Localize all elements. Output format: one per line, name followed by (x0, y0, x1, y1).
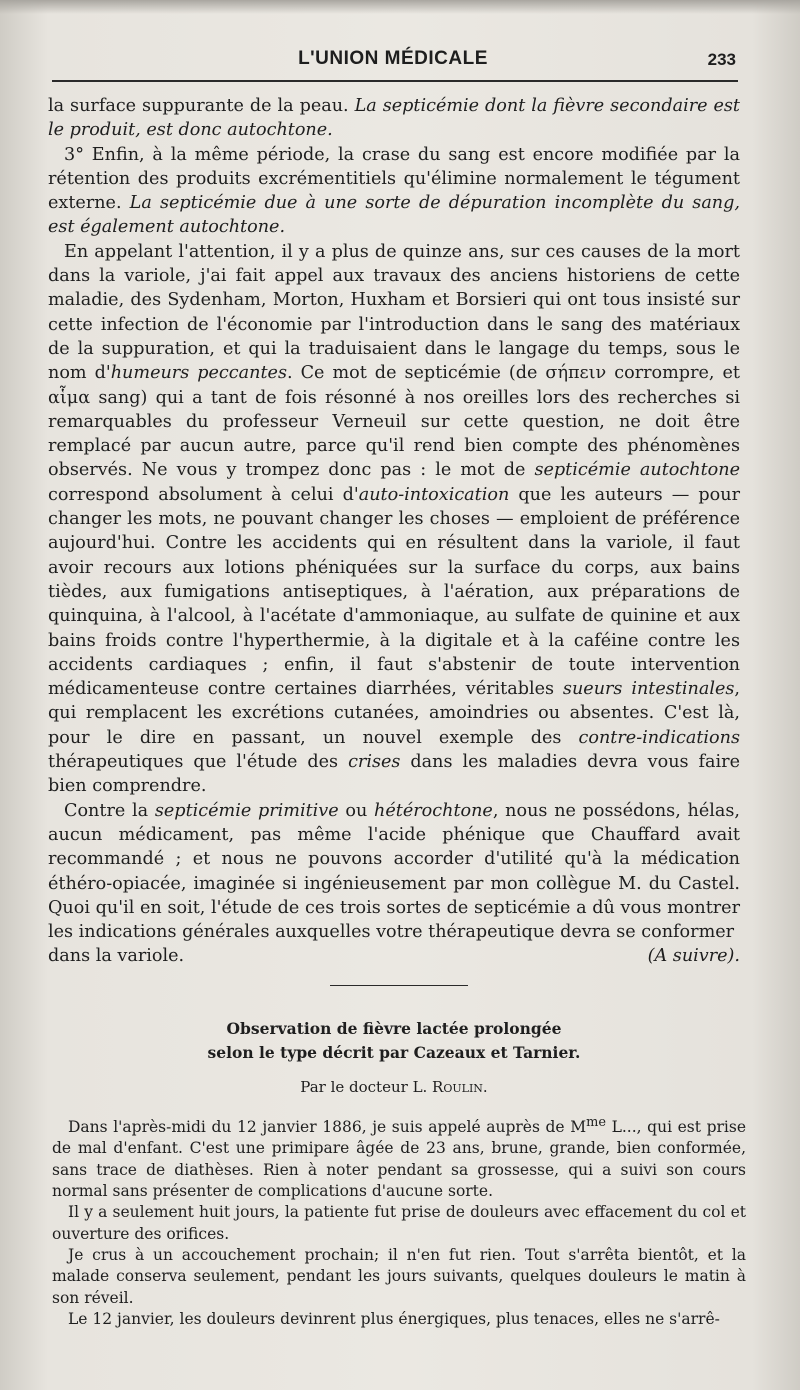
text-run: dans les maladies devra vous faire bien comprendre. (48, 752, 740, 797)
italic-run: septicémie autochtone (534, 460, 740, 481)
text-run: dans la variole. (48, 946, 185, 967)
italic-run: contre-indications (578, 727, 740, 748)
article-body (52, 1112, 746, 1330)
article-paragraph-1 (52, 1112, 746, 1202)
paragraph-4-closing (48, 944, 740, 968)
main-text (48, 94, 740, 969)
text-run: En appelant l'attention, il y a plus de quinze ans, sur ces causes de la mort dans la variole, j'ai fait appel aux travaux des anciens historiens de cette maladie, des Sydenham, Morton, Huxham et Borsieri qui ont tous insisté sur cette infection de l'économie par l'introduction dans le sang des matériaux de la suppuration, et qui la traduisaient dans le langage du temps, sous le nom d' (48, 241, 740, 384)
header-rule (52, 80, 738, 82)
italic-run: crises (348, 752, 401, 773)
text-run: Dans l'après-midi du 12 janvier 1886, je suis appelé auprès de M (68, 1118, 587, 1137)
byline-author: L. Roulin (412, 1078, 483, 1096)
text-run: , qui remplacent les excrétions cutanées, amoindries ou absentes. C'est là, pour le dire en passant, un nouvel exemple des (48, 679, 740, 748)
italic-run: septicémie primitive (154, 800, 339, 821)
page-number: 233 (707, 50, 736, 69)
text-run: 3° Enfin, à la même période, la crase du sang est encore modifiée par la rétention des produits excrémentitiels qu'élimine normalement le tégument externe. (48, 144, 740, 214)
superscript: me (586, 1115, 606, 1130)
section-separator (330, 985, 468, 986)
text-run: correspond absolument à celui d' (48, 484, 359, 505)
article-byline (48, 1078, 740, 1096)
text-run: , nous ne possédons, hélas, aucun médicament, pas même l'acide phénique que Chauffard avait recommandé ; et nous ne pouvons accorder d'utilité qu'à la médication éthéro-opiacée, imaginée si ingénieusement par mon collègue M. du Castel. Quoi qu'il en soit, l'étude de ces trois sortes de septicémie a dû vous montrer les indications générales auxquelles votre thérapeutique devra se conformer (48, 800, 741, 943)
article-paragraph-2: Il y a seulement huit jours, la patiente fut prise de douleurs avec effacement du col et ouverture des orifices. (52, 1203, 746, 1243)
text-run: ou (338, 800, 375, 821)
page-edge-shadow (0, 0, 800, 14)
italic-run: La septicémie dont la fièvre secondaire est le produit, est donc autochtone. (48, 96, 740, 141)
italic-run: humeurs peccantes (110, 363, 287, 384)
text-run: Contre la (64, 800, 155, 821)
running-head: L'UNION MÉDICALE (298, 48, 488, 69)
text-run: la surface suppurante de la peau. (48, 96, 355, 116)
article-title-line-2: selon le type décrit par Cazeaux et Tarnier. (207, 1043, 581, 1062)
article-title-line-1: Observation de fièvre lactée prolongée (226, 1019, 562, 1038)
article-title (48, 1017, 740, 1065)
paragraph-1 (48, 94, 740, 143)
page-header (48, 44, 738, 78)
italic-run: auto-intoxication (358, 484, 510, 505)
article-paragraph-3: Je crus à un accouchement prochain; il n'en fut rien. Tout s'arrêta bientôt, et la malade conserva seulement, pendant les jours suivants, quelques douleurs le matin à son réveil. (52, 1245, 746, 1307)
italic-run: hétérochtone (374, 800, 493, 821)
paragraph-3 (48, 240, 740, 799)
paragraph-4 (48, 799, 740, 945)
text-run: thérapeutiques que l'étude des (48, 752, 349, 773)
byline-prefix: Par le docteur (300, 1078, 413, 1096)
paragraph-2 (48, 143, 740, 240)
article-paragraph-4: Le 12 janvier, les douleurs devinrent plus énergiques, plus tenaces, elles ne s'arrê- (68, 1309, 720, 1328)
text-run: . Ce mot de septicémie (de σήπειν corrompre, et αἷμα sang) qui a tant de fois résonné à nos oreilles lors des recherches si remarquables du professeur Verneuil sur cette question, ne doit être remplacé par aucun autre, parce qu'il rend bien compte des phénomènes observés. Ne vous y trompez donc pas : le mot de (48, 363, 740, 481)
text-run: que les auteurs — pour changer les mots, ne pouvant changer les choses — emploient de préférence aujourd'hui. Contre les accidents qui en résultent dans la variole, il faut avoir recours aux lotions phéniquées sur la surface du corps, aux bains tièdes, aux fumigations antiseptiques, à l'aération, aux préparations de quinquina, à l'alcool, à l'acétate d'ammoniaque, au sulfate de quinine et aux bains froids contre l'hyperthermie, à la digitale et à la caféine contre les accidents cardiaques ; enfin, il faut s'abstenir de toute intervention médicamenteuse contre certaines diarrhées, véritables (48, 484, 740, 700)
byline-suffix: . (482, 1078, 488, 1096)
to-be-continued: (A suivre). (647, 946, 740, 967)
text-run: L..., qui est prise de mal d'enfant. C'est une primipare âgée de 23 ans, brune, grande, bien conformée, sans trace de diathèses. Rien à noter pendant sa grossesse, qui a suivi son cours normal sans présenter de complications d'aucune sorte. (52, 1118, 746, 1201)
italic-run: La septicémie due à une sorte de dépuration incomplète du sang, est également autochtone. (48, 193, 740, 238)
italic-run: sueurs intestinales (562, 679, 735, 700)
